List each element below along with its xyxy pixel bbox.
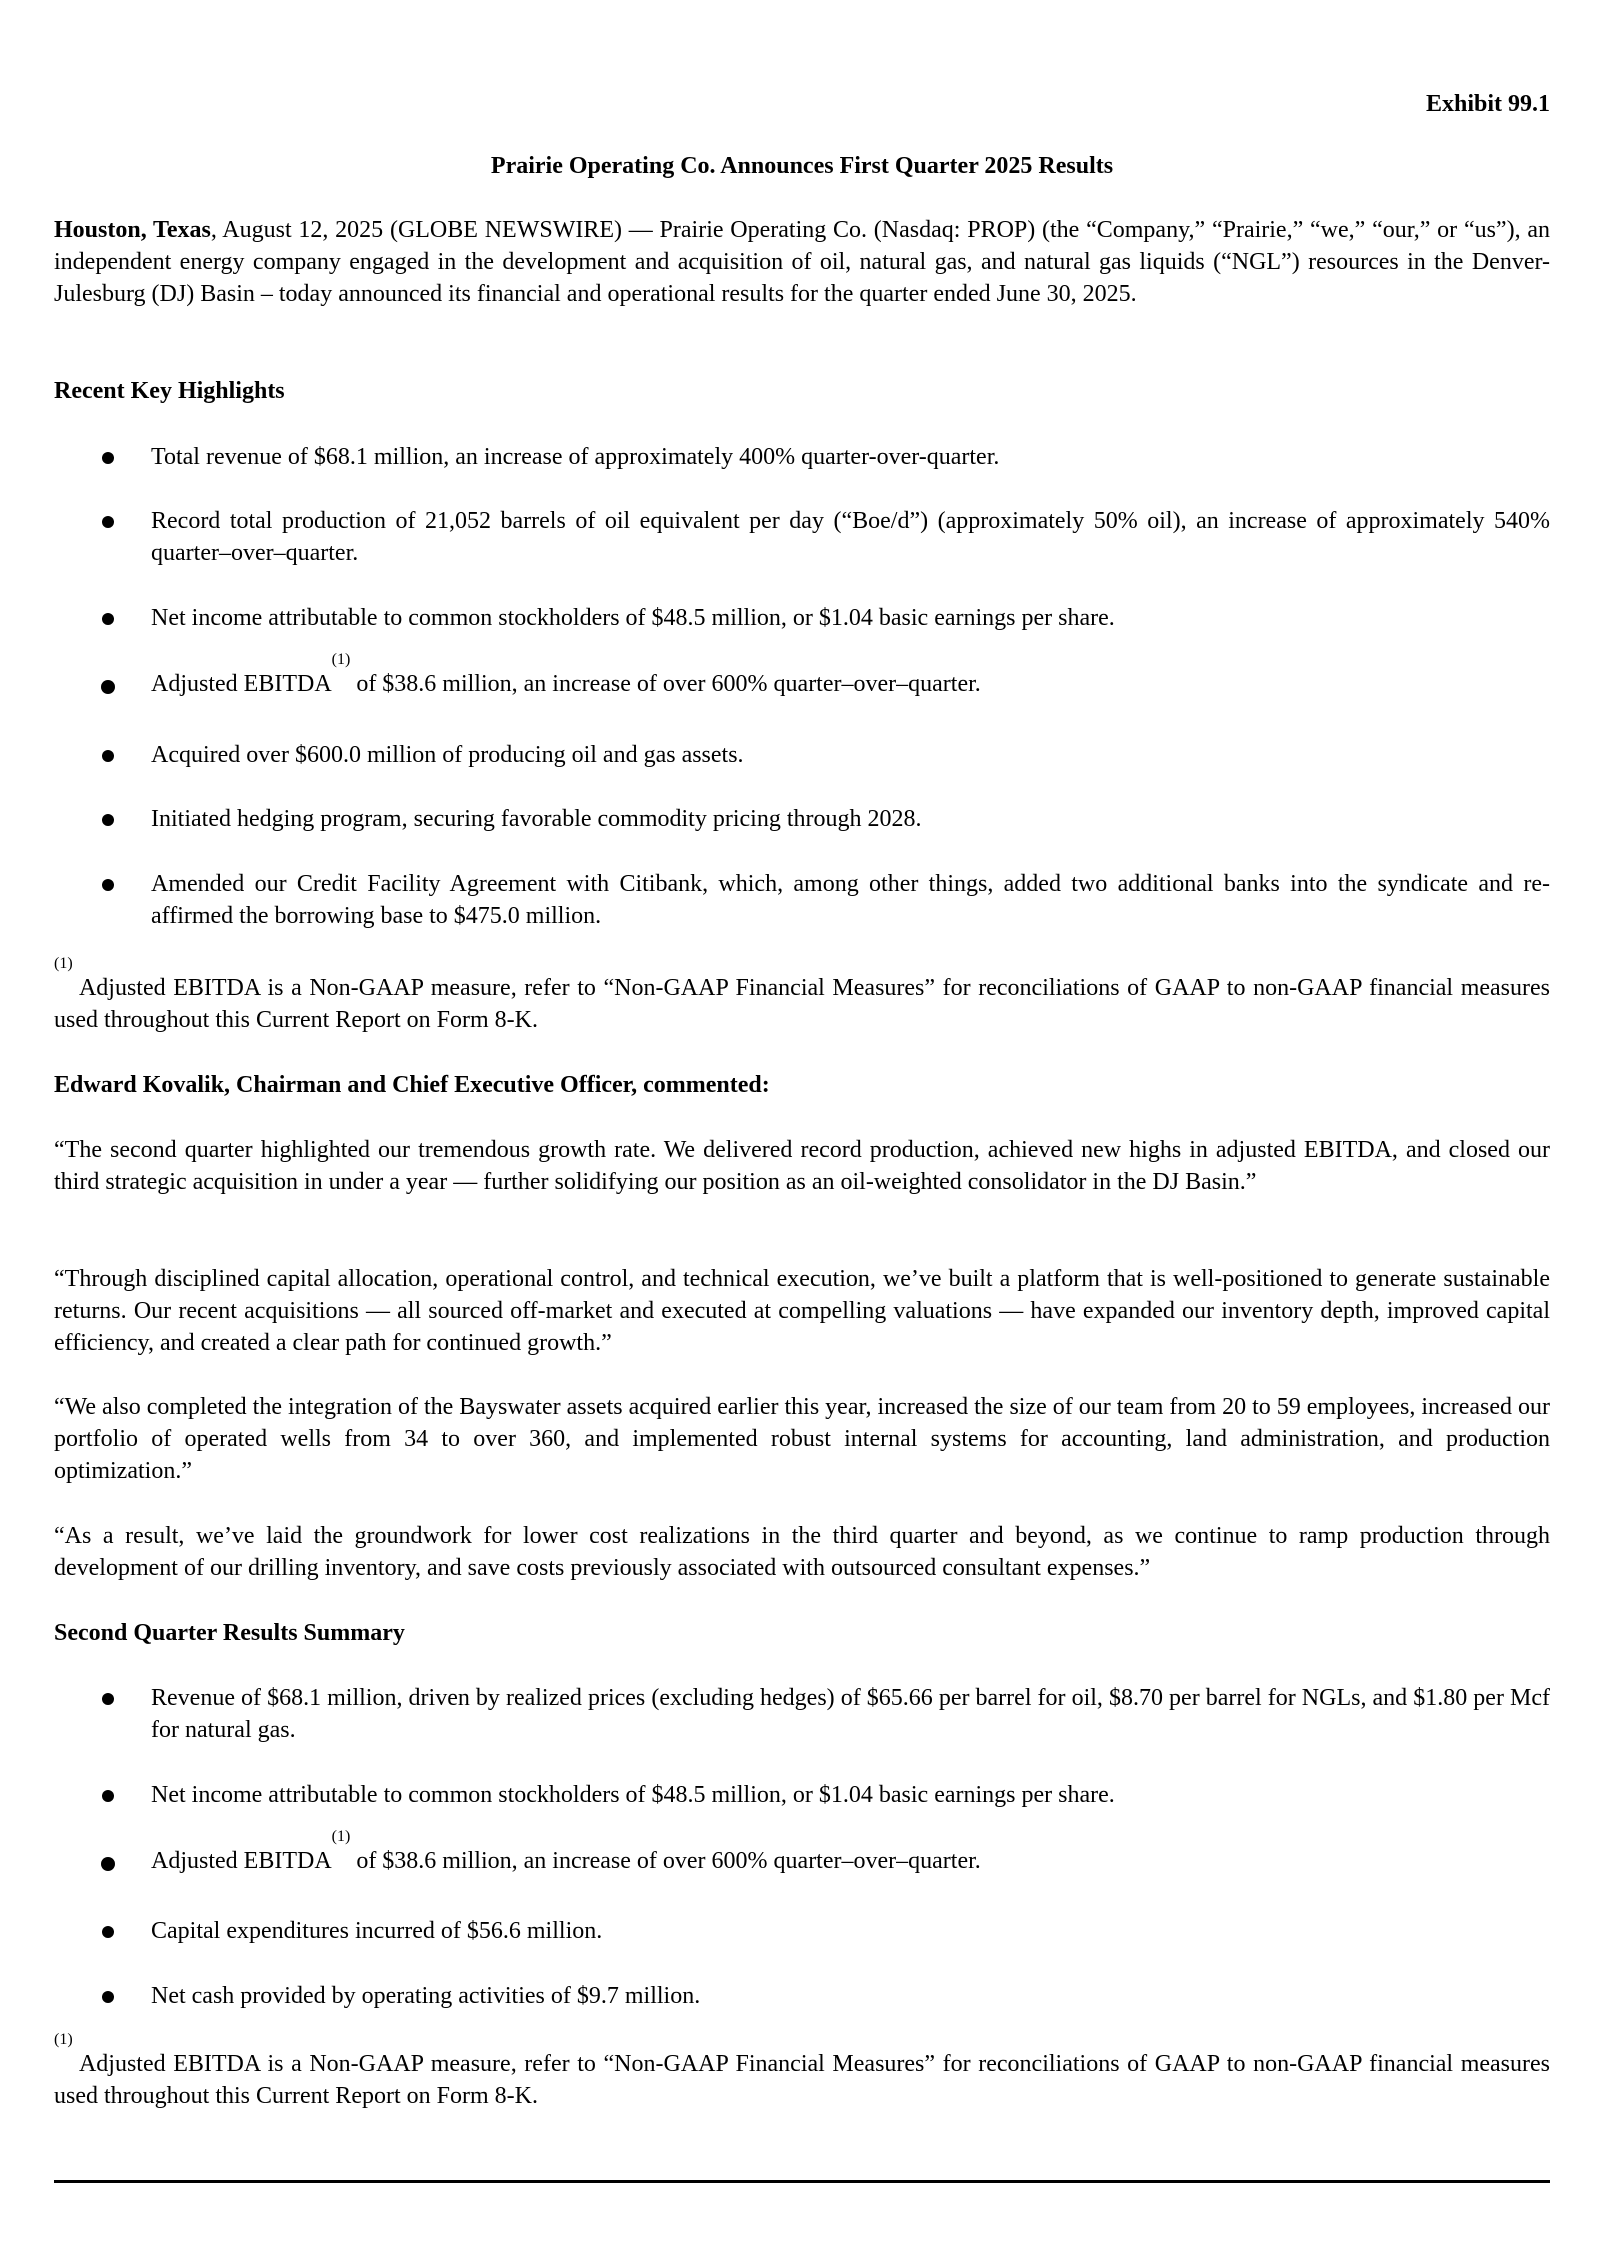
bullet-icon <box>102 516 114 528</box>
bullet-icon <box>102 750 114 762</box>
footnote: $^{(1)}$ Adjusted EBITDA is a Non-GAAP measure, refer to “Non-GAAP Financial Measures” for reconciliations of GAAP to non-GAAP financial measures used throughout this Current Report on Form 8-K. <box>54 955 1550 1033</box>
recent-highlights-heading: Recent Key Highlights <box>54 378 285 404</box>
bullet-icon <box>102 613 114 625</box>
footnote-marker: (1) <box>54 955 73 972</box>
bullet-icon <box>101 1857 115 1871</box>
exhibit-label: Exhibit 99.1 <box>1425 91 1550 117</box>
bullet-icon <box>102 1926 114 1938</box>
bullet-icon <box>102 1790 114 1802</box>
ceo-commentary-heading: Edward Kovalik, Chairman and Chief Executive Officer, commented: <box>54 1072 770 1098</box>
dateline-location: Houston, Texas <box>54 217 211 243</box>
ceo-quote: “As a result, we’ve laid the groundwork for lower cost realizations in the third quarter and beyond, as we continue to ramp production through development of our drilling inventory, and save costs previously associated with outsourced consultant expenses.” <box>54 1523 1550 1581</box>
footnote: $^{(1)}$ Adjusted EBITDA is a Non-GAAP measure, refer to “Non-GAAP Financial Measures” for reconciliations of GAAP to non-GAAP financial measures used throughout this Current Report on Form 8-K. <box>54 2031 1550 2109</box>
bullet-icon <box>102 814 114 826</box>
ceo-quote: “We also completed the integration of the Bayswater assets acquired earlier this year, increased the size of our team from 20 to 59 employees, increased our portfolio of operated wells from 34 to over 360, and implemented robust internal systems for accounting, land administration, and production optimization.” <box>54 1394 1550 1484</box>
press-release-title: Prairie Operating Co. Announces First Quarter 2025 Results <box>490 153 1114 179</box>
ceo-quote: “The second quarter highlighted our tremendous growth rate. We delivered record production, achieved new highs in adjusted EBITDA, and closed our third strategic acquisition in under a year — further solidifying our position as an oil-weighted consolidator in the DJ Basin.” <box>54 1137 1550 1195</box>
intro-paragraph <box>54 214 1550 310</box>
second-quarter-heading: Second Quarter Results Summary <box>54 1620 405 1646</box>
intro-text: , August 12, 2025 (GLOBE NEWSWIRE) — Prairie Operating Co. (Nasdaq: PROP) (the “Company,” “Prairie,” “we,” “our,” or “us”), an independent energy company engaged in the development and acquisition of oil, natural gas, and natural gas liquids (“NGL”) resources in the Denver-Julesburg (DJ) Basin – today announced its financial and operational results for the quarter ended June 30, 2025. <box>54 217 1551 307</box>
footnote-marker: (1) <box>331 651 351 668</box>
footnote-marker: (1) <box>331 1828 351 1845</box>
bullet-icon <box>102 879 114 891</box>
page-divider <box>54 2180 1550 2183</box>
bullet-icon <box>102 1991 114 2003</box>
bullet-icon <box>102 452 114 464</box>
bullet-icon <box>102 1693 114 1705</box>
footnote-marker: (1) <box>54 2031 73 2048</box>
bullet-icon <box>101 680 115 694</box>
ceo-quote: “Through disciplined capital allocation, operational control, and technical execution, we’ve built a platform that is well-positioned to generate sustainable returns. Our recent acquisitions — all sourced off-market and executed at compelling valuations — have expanded our inventory depth, improved capital efficiency, and created a clear path for continued growth.” <box>54 1266 1550 1356</box>
